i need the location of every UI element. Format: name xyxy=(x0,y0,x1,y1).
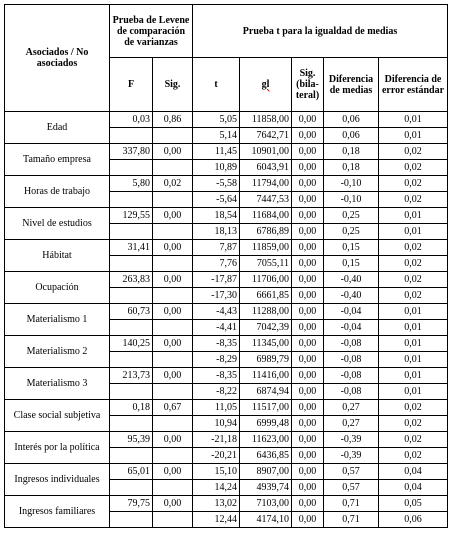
levene-sig-empty xyxy=(153,288,193,304)
variable-label: Edad xyxy=(5,112,110,144)
t-value: -20,21 xyxy=(193,448,240,464)
levene-sig-empty xyxy=(153,448,193,464)
col-sig-header: Sig. xyxy=(153,58,193,112)
sig-bilateral-value: 0,00 xyxy=(292,448,324,464)
sig-bilateral-value: 0,00 xyxy=(292,352,324,368)
gl-value: 11684,00 xyxy=(240,208,292,224)
t-value: 13,02 xyxy=(193,496,240,512)
table-row xyxy=(5,240,448,256)
t-value: -8,35 xyxy=(193,336,240,352)
sig-bilateral-value: 0,00 xyxy=(292,240,324,256)
dif-error-value: 0,02 xyxy=(379,256,448,272)
dif-medias-value: 0,25 xyxy=(324,224,379,240)
dif-medias-value: -0,04 xyxy=(324,304,379,320)
levene-f-value: 79,75 xyxy=(110,496,153,512)
gl-value: 6436,85 xyxy=(240,448,292,464)
dif-error-value: 0,02 xyxy=(379,144,448,160)
col-dif-error-header: Diferencia de error estándar xyxy=(379,58,448,112)
levene-sig-empty xyxy=(153,128,193,144)
gl-value: 6661,85 xyxy=(240,288,292,304)
dif-error-value: 0,01 xyxy=(379,224,448,240)
gl-value: 6786,89 xyxy=(240,224,292,240)
gl-value: 11517,00 xyxy=(240,400,292,416)
levene-sig-value: 0,02 xyxy=(153,176,193,192)
dif-medias-value: 0,18 xyxy=(324,144,379,160)
dif-error-value: 0,02 xyxy=(379,288,448,304)
levene-sig-empty xyxy=(153,416,193,432)
sig-bilateral-value: 0,00 xyxy=(292,256,324,272)
dif-error-value: 0,01 xyxy=(379,208,448,224)
dif-medias-value: 0,27 xyxy=(324,416,379,432)
levene-sig-empty xyxy=(153,512,193,528)
t-value: -17,87 xyxy=(193,272,240,288)
table-row xyxy=(5,112,448,128)
dif-medias-value: -0,08 xyxy=(324,352,379,368)
gl-value: 7103,00 xyxy=(240,496,292,512)
dif-error-value: 0,02 xyxy=(379,432,448,448)
levene-f-empty xyxy=(110,384,153,400)
levene-sig-empty xyxy=(153,256,193,272)
dif-error-value: 0,06 xyxy=(379,512,448,528)
sig-bilateral-value: 0,00 xyxy=(292,336,324,352)
t-value: 18,13 xyxy=(193,224,240,240)
t-value: -8,29 xyxy=(193,352,240,368)
dif-medias-value: 0,06 xyxy=(324,128,379,144)
dif-error-value: 0,01 xyxy=(379,384,448,400)
gl-value: 11288,00 xyxy=(240,304,292,320)
table-row xyxy=(5,464,448,480)
gl-value: 6874,94 xyxy=(240,384,292,400)
levene-f-empty xyxy=(110,256,153,272)
levene-f-empty xyxy=(110,288,153,304)
gl-value: 11416,00 xyxy=(240,368,292,384)
dif-error-value: 0,01 xyxy=(379,368,448,384)
sig-bilateral-value: 0,00 xyxy=(292,432,324,448)
levene-f-empty xyxy=(110,352,153,368)
gl-value: 11859,00 xyxy=(240,240,292,256)
levene-sig-value: 0,67 xyxy=(153,400,193,416)
levene-f-empty xyxy=(110,224,153,240)
variable-label: Materialismo 1 xyxy=(5,304,110,336)
t-value: 5,14 xyxy=(193,128,240,144)
levene-sig-value: 0,00 xyxy=(153,208,193,224)
levene-f-value: 31,41 xyxy=(110,240,153,256)
col-f-header: F xyxy=(110,58,153,112)
dif-error-value: 0,02 xyxy=(379,176,448,192)
sig-bilateral-value: 0,00 xyxy=(292,288,324,304)
dif-error-value: 0,02 xyxy=(379,448,448,464)
dif-medias-value: 0,18 xyxy=(324,160,379,176)
levene-sig-value: 0,00 xyxy=(153,432,193,448)
dif-medias-value: -0,40 xyxy=(324,288,379,304)
levene-sig-empty xyxy=(153,352,193,368)
gl-value: 11345,00 xyxy=(240,336,292,352)
levene-sig-value: 0,00 xyxy=(153,272,193,288)
t-value: -5,64 xyxy=(193,192,240,208)
sig-bilateral-value: 0,00 xyxy=(292,128,324,144)
t-value: -5,58 xyxy=(193,176,240,192)
levene-sig-empty xyxy=(153,224,193,240)
levene-f-empty xyxy=(110,416,153,432)
levene-f-value: 60,73 xyxy=(110,304,153,320)
levene-f-value: 129,55 xyxy=(110,208,153,224)
dif-error-value: 0,02 xyxy=(379,160,448,176)
variable-label: Horas de trabajo xyxy=(5,176,110,208)
levene-f-value: 0,03 xyxy=(110,112,153,128)
gl-value: 6999,48 xyxy=(240,416,292,432)
gl-value: 7055,11 xyxy=(240,256,292,272)
col-gl-label: gl xyxy=(261,79,270,90)
t-value: 7,76 xyxy=(193,256,240,272)
t-value: 10,94 xyxy=(193,416,240,432)
table-row xyxy=(5,304,448,320)
gl-value: 6989,79 xyxy=(240,352,292,368)
dif-error-value: 0,02 xyxy=(379,192,448,208)
table-row xyxy=(5,400,448,416)
sig-bilateral-value: 0,00 xyxy=(292,272,324,288)
variable-label: Ocupación xyxy=(5,272,110,304)
t-value: -21,18 xyxy=(193,432,240,448)
levene-f-empty xyxy=(110,480,153,496)
dif-medias-value: -0,39 xyxy=(324,432,379,448)
levene-f-empty xyxy=(110,128,153,144)
t-value: 14,24 xyxy=(193,480,240,496)
levene-sig-value: 0,00 xyxy=(153,144,193,160)
gl-value: 4174,10 xyxy=(240,512,292,528)
levene-sig-empty xyxy=(153,384,193,400)
gl-value: 11706,00 xyxy=(240,272,292,288)
document-page xyxy=(4,4,447,528)
col-gl-header xyxy=(240,58,292,112)
t-value: 11,45 xyxy=(193,144,240,160)
table-row xyxy=(5,368,448,384)
levene-sig-value: 0,00 xyxy=(153,304,193,320)
ttest-header: Prueba t para la igualdad de medias xyxy=(193,5,448,58)
levene-f-value: 95,39 xyxy=(110,432,153,448)
sig-bilateral-value: 0,00 xyxy=(292,208,324,224)
gl-value: 7042,39 xyxy=(240,320,292,336)
dif-medias-value: 0,71 xyxy=(324,512,379,528)
sig-bilateral-value: 0,00 xyxy=(292,400,324,416)
sig-bilateral-value: 0,00 xyxy=(292,112,324,128)
variable-label: Materialismo 2 xyxy=(5,336,110,368)
dif-medias-value: -0,10 xyxy=(324,192,379,208)
t-value: -8,22 xyxy=(193,384,240,400)
dif-medias-value: 0,71 xyxy=(324,496,379,512)
table-body xyxy=(5,112,448,528)
variable-label: Materialismo 3 xyxy=(5,368,110,400)
sig-bilateral-value: 0,00 xyxy=(292,144,324,160)
gl-value: 11794,00 xyxy=(240,176,292,192)
sig-bilateral-value: 0,00 xyxy=(292,512,324,528)
dif-error-value: 0,01 xyxy=(379,304,448,320)
levene-f-value: 213,73 xyxy=(110,368,153,384)
col-t-header: t xyxy=(193,58,240,112)
gl-value: 11858,00 xyxy=(240,112,292,128)
variable-label: Hábitat xyxy=(5,240,110,272)
table-row xyxy=(5,336,448,352)
levene-sig-value: 0,00 xyxy=(153,240,193,256)
sig-bilateral-value: 0,00 xyxy=(292,320,324,336)
gl-value: 10901,00 xyxy=(240,144,292,160)
gl-value: 7642,71 xyxy=(240,128,292,144)
table-row xyxy=(5,272,448,288)
gl-value: 8907,00 xyxy=(240,464,292,480)
levene-f-value: 337,80 xyxy=(110,144,153,160)
sig-bilateral-value: 0,00 xyxy=(292,368,324,384)
dif-error-value: 0,02 xyxy=(379,400,448,416)
t-value: 15,10 xyxy=(193,464,240,480)
levene-sig-value: 0,86 xyxy=(153,112,193,128)
t-value: 18,54 xyxy=(193,208,240,224)
t-value: 7,87 xyxy=(193,240,240,256)
variable-label: Tamaño empresa xyxy=(5,144,110,176)
dif-medias-value: 0,57 xyxy=(324,464,379,480)
levene-f-value: 140,25 xyxy=(110,336,153,352)
dif-error-value: 0,01 xyxy=(379,352,448,368)
dif-error-value: 0,04 xyxy=(379,480,448,496)
dif-medias-value: -0,08 xyxy=(324,384,379,400)
dif-medias-value: -0,39 xyxy=(324,448,379,464)
levene-header: Prueba de Levene de comparación de varianzas xyxy=(110,5,193,58)
table-row xyxy=(5,208,448,224)
dif-error-value: 0,01 xyxy=(379,336,448,352)
levene-sig-value: 0,00 xyxy=(153,336,193,352)
variable-label: Ingresos familiares xyxy=(5,496,110,528)
t-value: 5,05 xyxy=(193,112,240,128)
levene-f-empty xyxy=(110,448,153,464)
t-value: -4,43 xyxy=(193,304,240,320)
dif-medias-value: 0,15 xyxy=(324,240,379,256)
levene-f-empty xyxy=(110,512,153,528)
variable-label: Clase social subjetiva xyxy=(5,400,110,432)
sig-bilateral-value: 0,00 xyxy=(292,224,324,240)
levene-sig-empty xyxy=(153,192,193,208)
levene-ttest-table xyxy=(4,4,448,528)
levene-f-value: 0,18 xyxy=(110,400,153,416)
levene-sig-value: 0,00 xyxy=(153,496,193,512)
table-row xyxy=(5,496,448,512)
group-header: Asociados / No asociados xyxy=(5,5,110,112)
col-dif-medias-header: Diferencia de medias xyxy=(324,58,379,112)
gl-value: 11623,00 xyxy=(240,432,292,448)
dif-error-value: 0,04 xyxy=(379,464,448,480)
levene-f-value: 65,01 xyxy=(110,464,153,480)
dif-medias-value: 0,15 xyxy=(324,256,379,272)
gl-value: 7447,53 xyxy=(240,192,292,208)
dif-medias-value: -0,40 xyxy=(324,272,379,288)
dif-medias-value: -0,08 xyxy=(324,336,379,352)
dif-error-value: 0,01 xyxy=(379,112,448,128)
t-value: 12,44 xyxy=(193,512,240,528)
levene-f-empty xyxy=(110,160,153,176)
dif-error-value: 0,01 xyxy=(379,320,448,336)
variable-label: Interés por la política xyxy=(5,432,110,464)
table-row xyxy=(5,176,448,192)
levene-f-value: 5,80 xyxy=(110,176,153,192)
sig-bilateral-value: 0,00 xyxy=(292,192,324,208)
dif-medias-value: 0,06 xyxy=(324,112,379,128)
levene-sig-empty xyxy=(153,160,193,176)
sig-bilateral-value: 0,00 xyxy=(292,176,324,192)
sig-bilateral-value: 0,00 xyxy=(292,480,324,496)
t-value: 10,89 xyxy=(193,160,240,176)
gl-value: 4939,74 xyxy=(240,480,292,496)
sig-bilateral-value: 0,00 xyxy=(292,384,324,400)
variable-label: Ingresos individuales xyxy=(5,464,110,496)
sig-bilateral-value: 0,00 xyxy=(292,160,324,176)
table-row xyxy=(5,432,448,448)
t-value: 11,05 xyxy=(193,400,240,416)
levene-f-empty xyxy=(110,320,153,336)
sig-bilateral-value: 0,00 xyxy=(292,496,324,512)
dif-medias-value: 0,27 xyxy=(324,400,379,416)
dif-medias-value: -0,04 xyxy=(324,320,379,336)
dif-medias-value: -0,10 xyxy=(324,176,379,192)
col-sig-bilateral-header: Sig. (bila-teral) xyxy=(292,58,324,112)
t-value: -4,41 xyxy=(193,320,240,336)
sig-bilateral-value: 0,00 xyxy=(292,416,324,432)
levene-sig-value: 0,00 xyxy=(153,464,193,480)
levene-sig-empty xyxy=(153,320,193,336)
sig-bilateral-value: 0,00 xyxy=(292,304,324,320)
table-row xyxy=(5,144,448,160)
sig-bilateral-value: 0,00 xyxy=(292,464,324,480)
t-value: -17,30 xyxy=(193,288,240,304)
t-value: -8,35 xyxy=(193,368,240,384)
dif-error-value: 0,02 xyxy=(379,240,448,256)
dif-error-value: 0,02 xyxy=(379,272,448,288)
levene-sig-empty xyxy=(153,480,193,496)
dif-error-value: 0,01 xyxy=(379,128,448,144)
levene-f-value: 263,83 xyxy=(110,272,153,288)
dif-error-value: 0,05 xyxy=(379,496,448,512)
dif-error-value: 0,02 xyxy=(379,416,448,432)
levene-f-empty xyxy=(110,192,153,208)
gl-value: 6043,91 xyxy=(240,160,292,176)
dif-medias-value: 0,25 xyxy=(324,208,379,224)
variable-label: Nivel de estudios xyxy=(5,208,110,240)
dif-medias-value: -0,08 xyxy=(324,368,379,384)
dif-medias-value: 0,57 xyxy=(324,480,379,496)
levene-sig-value: 0,00 xyxy=(153,368,193,384)
